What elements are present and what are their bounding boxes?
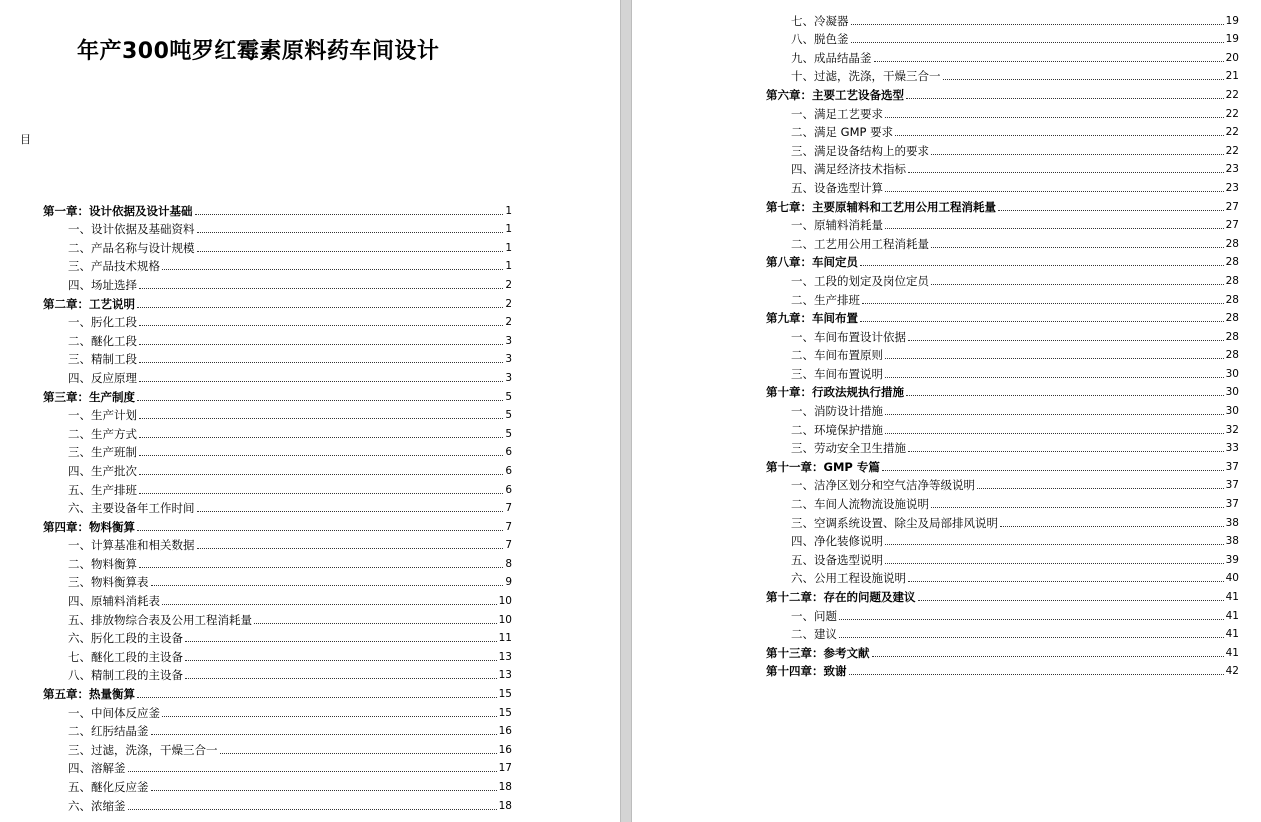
toc-page-number: 41	[1225, 609, 1239, 622]
toc-dot-leader	[197, 232, 504, 233]
toc-entry-text: 二、满足 GMP 要求	[791, 125, 894, 140]
toc-entry-text: 一、中间体反应釜	[68, 705, 160, 720]
toc-dot-leader	[931, 154, 1224, 155]
toc-entry-text: 八、脱色釜	[791, 32, 849, 47]
toc-entry-text: 二、建议	[791, 627, 837, 642]
toc-section-entry[interactable]	[766, 623, 1239, 642]
toc-page-number: 42	[1225, 665, 1239, 678]
toc-chapter-entry[interactable]	[43, 515, 512, 534]
toc-dot-leader	[851, 42, 1224, 43]
toc-entry-text: 一、肟化工段	[68, 315, 137, 330]
toc-dot-leader	[137, 697, 497, 698]
toc-page-number: 30	[1225, 367, 1239, 380]
toc-page-number: 32	[1225, 423, 1239, 436]
toc-section-entry[interactable]	[766, 567, 1239, 586]
toc-entry-text: 四、净化装修说明	[791, 534, 883, 549]
toc-dot-leader	[885, 563, 1224, 564]
toc-page-number: 7	[505, 520, 512, 533]
toc-dot-leader	[151, 585, 504, 586]
toc-chapter-entry[interactable]	[766, 641, 1239, 660]
toc-section-entry[interactable]	[43, 534, 512, 553]
toc-dot-leader	[885, 117, 1224, 118]
toc-entry-text: 四、反应原理	[68, 370, 137, 385]
toc-dot-leader	[885, 544, 1224, 545]
toc-page-number: 21	[1225, 70, 1239, 83]
toc-page-number: 38	[1225, 516, 1239, 529]
toc-entry-text: 二、红肟结晶釜	[68, 724, 149, 739]
toc-entry-text: 五、设备选型说明	[791, 552, 883, 567]
toc-entry-text: 二、车间布置原则	[791, 348, 883, 363]
toc-entry-text: 三、满足设备结构上的要求	[791, 143, 929, 158]
toc-dot-leader	[860, 321, 1224, 322]
toc-entry-text: 二、产品名称与设计规模	[68, 240, 195, 255]
toc-section-entry[interactable]	[766, 269, 1239, 288]
toc-page-number: 22	[1225, 126, 1239, 139]
toc-section-entry[interactable]	[766, 9, 1239, 28]
toc-section-entry[interactable]	[43, 329, 512, 348]
toc-section-entry[interactable]	[766, 548, 1239, 567]
toc-dot-leader	[139, 288, 503, 289]
toc-entry-text: 七、冷凝器	[791, 13, 849, 28]
toc-page-number: 6	[505, 446, 512, 459]
toc-entry-text: 五、生产排班	[68, 482, 137, 497]
toc-dot-leader	[882, 470, 1224, 471]
toc-page-number: 39	[1225, 553, 1239, 566]
toc-page-number: 6	[505, 464, 512, 477]
toc-section-entry[interactable]	[766, 46, 1239, 65]
toc-entry-text: 第四章：物料衡算	[43, 519, 135, 534]
toc-dot-leader	[128, 809, 497, 810]
toc-page-number: 38	[1225, 535, 1239, 548]
toc-page-number: 10	[498, 613, 512, 626]
toc-entry-text: 三、产品技术规格	[68, 259, 160, 274]
toc-page-number: 30	[1225, 386, 1239, 399]
toc-dot-leader	[139, 474, 503, 475]
page-gutter	[620, 0, 632, 822]
toc-chapter-entry[interactable]	[43, 385, 512, 404]
toc-chapter-entry[interactable]	[43, 682, 512, 701]
toc-section-entry[interactable]	[43, 366, 512, 385]
toc-dot-leader	[139, 567, 503, 568]
toc-page-number: 23	[1225, 163, 1239, 176]
toc-section-entry[interactable]	[766, 325, 1239, 344]
toc-dot-leader	[908, 340, 1224, 341]
document-title: 年产300吨罗红霉素原料药车间设计	[77, 39, 440, 64]
toc-page-number: 20	[1225, 51, 1239, 64]
toc-page-number: 5	[505, 409, 512, 422]
toc-page-number: 3	[505, 353, 512, 366]
toc-section-entry[interactable]	[43, 701, 512, 720]
toc-page-number: 7	[505, 502, 512, 515]
toc-dot-leader	[151, 734, 497, 735]
toc-page-number: 40	[1225, 572, 1239, 585]
toc-dot-leader	[128, 771, 497, 772]
toc-entry-text: 六、肟化工段的主设备	[68, 631, 183, 646]
toc-page-number: 5	[505, 390, 512, 403]
toc-dot-leader	[162, 716, 497, 717]
toc-entry-text: 第五章：热量衡算	[43, 687, 135, 702]
toc-page-number: 28	[1225, 256, 1239, 269]
toc-page-number: 22	[1225, 107, 1239, 120]
toc-entry-text: 二、生产方式	[68, 426, 137, 441]
toc-dot-leader	[998, 210, 1224, 211]
toc-section-entry[interactable]	[43, 497, 512, 516]
toc-dot-leader	[851, 24, 1224, 25]
toc-section-entry[interactable]	[43, 738, 512, 757]
toc-dot-leader	[874, 61, 1224, 62]
toc-page-number: 27	[1225, 200, 1239, 213]
toc-page-number: 3	[505, 334, 512, 347]
toc-page-number: 8	[505, 557, 512, 570]
toc-section-entry[interactable]	[43, 422, 512, 441]
toc-entry-text: 一、消防设计措施	[791, 404, 883, 419]
toc-page-number: 27	[1225, 219, 1239, 232]
toc-section-entry[interactable]	[766, 418, 1239, 437]
toc-section-entry[interactable]	[43, 348, 512, 367]
toc-dot-leader	[885, 377, 1224, 378]
document-page-left	[0, 0, 620, 822]
toc-page-number: 3	[505, 371, 512, 384]
toc-section-entry[interactable]	[766, 362, 1239, 381]
toc-page-number: 23	[1225, 181, 1239, 194]
toc-dot-leader	[1000, 526, 1224, 527]
toc-dot-leader	[254, 623, 497, 624]
toc-entry-text: 第二章：工艺说明	[43, 296, 135, 311]
toc-dot-leader	[849, 674, 1224, 675]
toc-section-entry[interactable]	[43, 255, 512, 274]
toc-section-entry[interactable]	[766, 121, 1239, 140]
toc-dot-leader	[139, 344, 503, 345]
toc-entry-text: 三、精制工段	[68, 352, 137, 367]
toc-page-number: 22	[1225, 88, 1239, 101]
toc-section-entry[interactable]	[43, 218, 512, 237]
toc-entry-text: 一、工段的划定及岗位定员	[791, 273, 929, 288]
toc-page-number: 28	[1225, 293, 1239, 306]
toc-page-number: 19	[1225, 14, 1239, 27]
toc-section-entry[interactable]	[766, 139, 1239, 158]
toc-section-entry[interactable]	[766, 492, 1239, 511]
toc-entry-text: 一、问题	[791, 608, 837, 623]
toc-dot-leader	[139, 362, 503, 363]
toc-dot-leader	[839, 637, 1224, 638]
toc-page-number: 7	[505, 539, 512, 552]
toc-entry-text: 二、醚化工段	[68, 333, 137, 348]
toc-page-number: 37	[1225, 498, 1239, 511]
toc-list-right	[766, 9, 1239, 678]
toc-dot-leader	[908, 581, 1224, 582]
toc-section-entry[interactable]	[766, 437, 1239, 456]
toc-entry-text: 第十三章：参考文献	[766, 645, 870, 660]
toc-dot-leader	[185, 641, 497, 642]
toc-page-number: 18	[498, 799, 512, 812]
toc-entry-text: 六、公用工程设施说明	[791, 571, 906, 586]
toc-section-entry[interactable]	[766, 214, 1239, 233]
toc-entry-text: 二、物料衡算	[68, 556, 137, 571]
toc-entry-text: 第九章：车间布置	[766, 311, 858, 326]
toc-dot-leader	[137, 530, 503, 531]
toc-dot-leader	[931, 247, 1224, 248]
toc-entry-text: 一、计算基准和相关数据	[68, 538, 195, 553]
toc-section-entry[interactable]	[766, 344, 1239, 363]
toc-dot-leader	[139, 325, 503, 326]
toc-chapter-entry[interactable]	[766, 307, 1239, 326]
toc-page-number: 16	[498, 743, 512, 756]
toc-page-number: 28	[1225, 274, 1239, 287]
toc-dot-leader	[139, 418, 503, 419]
toc-section-entry[interactable]	[43, 627, 512, 646]
toc-section-entry[interactable]	[43, 273, 512, 292]
toc-section-entry[interactable]	[43, 794, 512, 813]
toc-entry-text: 第六章：主要工艺设备选型	[766, 87, 904, 102]
toc-dot-leader	[862, 303, 1224, 304]
toc-entry-text: 第十章：行政法规执行措施	[766, 385, 904, 400]
toc-page-number: 2	[505, 278, 512, 291]
toc-page-number: 13	[498, 669, 512, 682]
toc-dot-leader	[885, 358, 1224, 359]
toc-section-entry[interactable]	[766, 288, 1239, 307]
toc-entry-text: 二、环境保护措施	[791, 422, 883, 437]
toc-dot-leader	[151, 790, 497, 791]
toc-entry-text: 第十二章：存在的问题及建议	[766, 590, 916, 604]
toc-chapter-entry[interactable]	[766, 585, 1239, 604]
toc-chapter-entry[interactable]	[766, 660, 1239, 679]
toc-chapter-entry[interactable]	[766, 381, 1239, 400]
toc-page-number: 16	[498, 725, 512, 738]
toc-page-number: 30	[1225, 405, 1239, 418]
toc-dot-leader	[908, 451, 1224, 452]
toc-dot-leader	[977, 488, 1224, 489]
toc-page-number: 1	[505, 260, 512, 273]
toc-entry-text: 第三章：生产制度	[43, 389, 135, 404]
toc-section-entry[interactable]	[43, 552, 512, 571]
toc-section-entry[interactable]	[43, 478, 512, 497]
toc-section-entry[interactable]	[766, 232, 1239, 251]
toc-dot-leader	[931, 507, 1224, 508]
toc-page-number: 2	[505, 316, 512, 329]
toc-entry-text: 五、醚化反应釜	[68, 780, 149, 794]
toc-entry-text: 第七章：主要原辅料和工艺用公用工程消耗量	[766, 199, 996, 214]
toc-entry-text: 九、成品结晶釜	[791, 50, 872, 65]
toc-section-entry[interactable]	[766, 474, 1239, 493]
toc-entry-text: 三、生产班制	[68, 445, 137, 460]
toc-entry-text: 四、场址选择	[68, 277, 137, 292]
toc-entry-text: 一、原辅料消耗量	[791, 218, 883, 233]
toc-dot-leader	[139, 493, 503, 494]
toc-dot-leader	[137, 400, 503, 401]
toc-entry-text: 五、设备选型计算	[791, 180, 883, 195]
toc-entry-text: 一、设计依据及基础资料	[68, 222, 195, 237]
toc-dot-leader	[197, 511, 504, 512]
toc-page-number: 37	[1225, 460, 1239, 473]
toc-entry-text: 六、主要设备年工作时间	[68, 501, 195, 516]
toc-section-entry[interactable]	[766, 530, 1239, 549]
toc-section-entry[interactable]	[766, 65, 1239, 84]
toc-section-entry[interactable]	[766, 604, 1239, 623]
toc-entry-text: 三、车间布置说明	[791, 366, 883, 381]
toc-section-entry[interactable]	[43, 311, 512, 330]
toc-entry-text: 四、生产批次	[68, 463, 137, 478]
toc-dot-leader	[197, 548, 504, 549]
toc-dot-leader	[195, 214, 504, 215]
toc-dot-leader	[220, 753, 497, 754]
toc-section-entry[interactable]	[766, 28, 1239, 47]
toc-dot-leader	[162, 604, 497, 605]
toc-page-number: 28	[1225, 237, 1239, 250]
toc-page-number: 41	[1225, 646, 1239, 659]
toc-dot-leader	[139, 381, 503, 382]
toc-dot-leader	[185, 660, 497, 661]
toc-entry-text: 二、生产排班	[791, 292, 860, 307]
toc-page-number: 28	[1225, 312, 1239, 325]
toc-section-entry[interactable]	[766, 102, 1239, 121]
toc-entry-text: 四、溶解釜	[68, 761, 126, 776]
toc-entry-text: 二、车间人流物流设施说明	[791, 497, 929, 512]
toc-dot-leader	[139, 455, 503, 456]
toc-page-number: 2	[505, 297, 512, 310]
toc-entry-text: 三、空调系统设置、除尘及局部排风说明	[791, 515, 998, 530]
toc-dot-leader	[860, 265, 1224, 266]
toc-chapter-entry[interactable]	[43, 292, 512, 311]
toc-dot-leader	[185, 678, 497, 679]
toc-chapter-entry[interactable]	[766, 251, 1239, 270]
toc-heading: 目	[20, 133, 31, 146]
toc-entry-text: 第一章：设计依据及设计基础	[43, 203, 193, 218]
toc-page-number: 5	[505, 427, 512, 440]
toc-dot-leader	[839, 619, 1224, 620]
toc-entry-text: 三、物料衡算表	[68, 575, 149, 590]
toc-dot-leader	[197, 251, 504, 252]
toc-page-number: 18	[498, 781, 512, 793]
toc-entry-text: 三、过滤，洗涤，干燥三合一	[68, 742, 218, 757]
toc-dot-leader	[906, 98, 1224, 99]
toc-page-number: 13	[498, 650, 512, 663]
toc-entry-text: 一、洁净区划分和空气洁净等级说明	[791, 478, 975, 493]
toc-dot-leader	[885, 414, 1224, 415]
toc-page-number: 10	[498, 595, 512, 608]
toc-page-number: 19	[1225, 33, 1239, 46]
toc-section-entry[interactable]	[43, 775, 512, 794]
toc-entry-text: 一、生产计划	[68, 408, 137, 423]
toc-page-number: 41	[1225, 591, 1239, 603]
toc-dot-leader	[872, 656, 1224, 657]
toc-section-entry[interactable]	[43, 720, 512, 739]
toc-section-entry[interactable]	[766, 176, 1239, 195]
toc-dot-leader	[162, 269, 503, 270]
toc-section-entry[interactable]	[766, 399, 1239, 418]
toc-page-number: 1	[505, 204, 512, 217]
toc-page-number: 37	[1225, 479, 1239, 492]
toc-entry-text: 第八章：车间定员	[766, 255, 858, 270]
toc-dot-leader	[137, 307, 503, 308]
toc-page-number: 41	[1225, 628, 1239, 641]
toc-section-entry[interactable]	[766, 158, 1239, 177]
toc-page-number: 22	[1225, 144, 1239, 157]
toc-entry-text: 一、满足工艺要求	[791, 106, 883, 121]
toc-dot-leader	[139, 437, 503, 438]
toc-page-number: 6	[505, 483, 512, 496]
toc-page-number: 28	[1225, 330, 1239, 343]
toc-dot-leader	[885, 228, 1224, 229]
toc-entry-text: 十、过滤，洗涤，干燥三合一	[791, 69, 941, 84]
toc-page-number: 9	[505, 576, 512, 589]
toc-section-entry[interactable]	[43, 459, 512, 478]
toc-page-number: 1	[505, 223, 512, 236]
toc-section-entry[interactable]	[43, 589, 512, 608]
toc-entry-text: 三、劳动安全卫生措施	[791, 441, 906, 456]
document-page-right	[632, 0, 1261, 822]
toc-chapter-entry[interactable]	[43, 199, 512, 218]
toc-page-number: 1	[505, 241, 512, 254]
toc-section-entry[interactable]	[766, 511, 1239, 530]
toc-dot-leader	[906, 395, 1224, 396]
toc-dot-leader	[895, 135, 1224, 136]
toc-page-number: 17	[498, 762, 512, 775]
toc-entry-text: 七、醚化工段的主设备	[68, 649, 183, 664]
toc-section-entry[interactable]	[43, 608, 512, 627]
toc-page-number: 11	[498, 632, 512, 645]
toc-entry-text: 二、工艺用公用工程消耗量	[791, 236, 929, 251]
toc-entry-text: 第十四章：致谢	[766, 664, 847, 679]
toc-page-number: 15	[498, 706, 512, 719]
toc-section-entry[interactable]	[43, 441, 512, 460]
toc-section-entry[interactable]	[43, 404, 512, 423]
toc-entry-text: 四、原辅料消耗表	[68, 594, 160, 609]
toc-list-left	[43, 199, 512, 813]
toc-page-number: 33	[1225, 442, 1239, 455]
toc-entry-text: 第十一章：GMP 专篇	[766, 459, 880, 474]
toc-section-entry[interactable]	[43, 645, 512, 664]
toc-entry-text: 八、精制工段的主设备	[68, 668, 183, 683]
toc-dot-leader	[931, 284, 1224, 285]
toc-dot-leader	[943, 79, 1224, 80]
toc-chapter-entry[interactable]	[766, 455, 1239, 474]
toc-page-number: 28	[1225, 349, 1239, 362]
toc-entry-text: 六、浓缩釜	[68, 798, 126, 813]
toc-dot-leader	[908, 172, 1224, 173]
toc-page-number: 15	[498, 688, 512, 701]
toc-section-entry[interactable]	[43, 571, 512, 590]
toc-section-entry[interactable]	[43, 664, 512, 683]
toc-chapter-entry[interactable]	[766, 195, 1239, 214]
toc-chapter-entry[interactable]	[766, 83, 1239, 102]
toc-section-entry[interactable]	[43, 757, 512, 776]
toc-dot-leader	[885, 191, 1224, 192]
toc-entry-text: 一、车间布置设计依据	[791, 329, 906, 344]
toc-dot-leader	[918, 600, 1224, 601]
toc-dot-leader	[885, 433, 1224, 434]
toc-entry-text: 五、排放物综合表及公用工程消耗量	[68, 612, 252, 627]
toc-section-entry[interactable]	[43, 236, 512, 255]
toc-entry-text: 四、满足经济技术指标	[791, 162, 906, 177]
